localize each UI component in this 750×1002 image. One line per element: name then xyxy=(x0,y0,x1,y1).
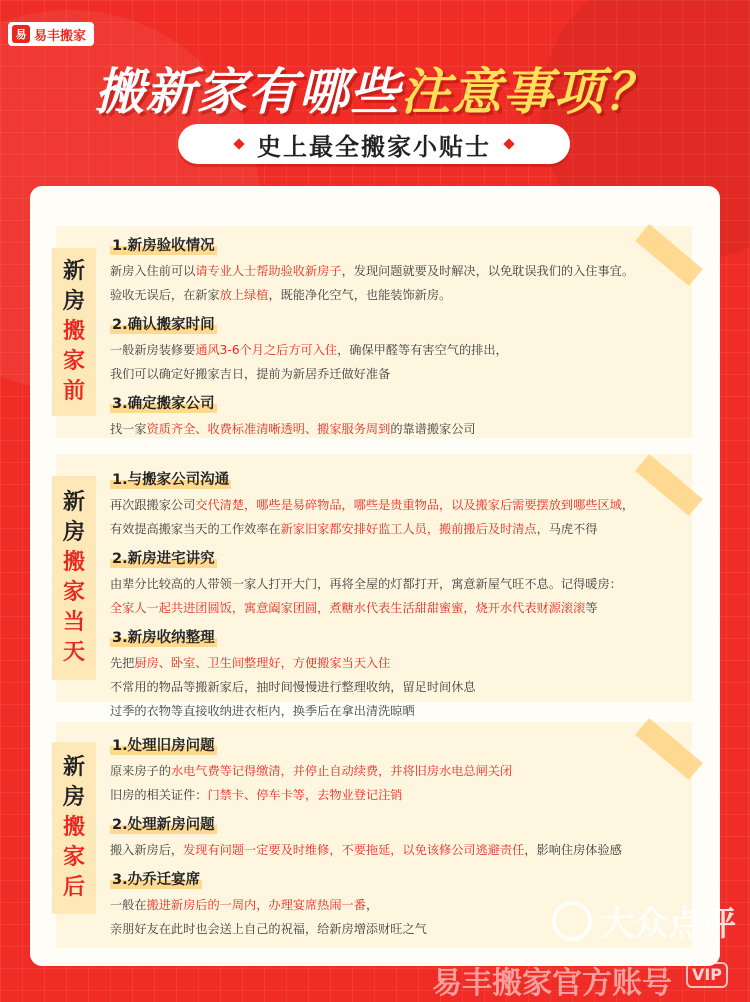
logo-text: 易丰搬家 xyxy=(34,28,87,44)
body-text: 等 xyxy=(585,601,598,615)
body-text: ，确保甲醛等有害空气的排出， xyxy=(337,343,508,357)
item-text-line xyxy=(110,838,682,862)
diamond-icon xyxy=(233,138,244,149)
item-text-line xyxy=(110,783,682,807)
section-before-move xyxy=(56,226,692,438)
section-moving-day xyxy=(56,454,692,718)
body-text: ，影响住房体验感 xyxy=(524,843,622,857)
body-text: 旧房的相关证件： xyxy=(110,788,208,802)
highlight-text: 水电气费等记得缴清，并停止自动续费，并将旧房水电总闸关闭 xyxy=(170,764,513,778)
highlight-text: 门禁卡、停车卡等，去物业登记注销 xyxy=(207,788,403,802)
item-title: 1.与搬家公司沟通 xyxy=(110,468,231,489)
body-text: 搬入新房后， xyxy=(110,843,184,857)
highlight-text: 交代清楚，哪些是易碎物品，哪些是贵重物品，以及搬家后需要摆放到哪些区域 xyxy=(195,498,622,512)
section-label: 新 房 搬 家 前 xyxy=(52,248,96,416)
highlight-text: 新家旧家都安排好监工人员，搬前搬后及时清点 xyxy=(280,522,537,536)
highlight-text: 资质齐全、收费标准清晰透明、搬家服务周到 xyxy=(146,422,391,436)
body-text: 原来房子的 xyxy=(110,764,171,778)
body-text: 新房入住前可以 xyxy=(110,264,196,278)
vip-badge: VIP xyxy=(686,962,728,988)
item-title: 2.确认搬家时间 xyxy=(110,313,217,334)
body-text: 过季的衣物等直接收纳进衣柜内，换季后在拿出清洗晾晒 xyxy=(110,704,415,718)
body-text: 找一家 xyxy=(110,422,147,436)
brand-logo xyxy=(8,22,94,46)
body-text: ， xyxy=(621,498,635,512)
item-title: 3.办乔迁宴席 xyxy=(110,868,202,889)
title-white-part: 搬新家有哪些 xyxy=(94,63,401,121)
page-title xyxy=(0,52,750,124)
item-text-line xyxy=(110,517,682,541)
item-text-line xyxy=(110,493,682,517)
item-text-line xyxy=(110,699,682,723)
item-text-line xyxy=(110,362,682,386)
body-text: 验收无误后，在新家 xyxy=(110,288,220,302)
item-title: 2.处理新房问题 xyxy=(110,813,217,834)
item-text-line xyxy=(110,572,682,596)
subtitle-banner xyxy=(178,124,570,164)
item-title: 3.确定搬家公司 xyxy=(110,392,217,413)
item-text-line xyxy=(110,338,682,362)
item-text-line xyxy=(110,759,682,783)
subtitle-text: 史上最全搬家小贴士 xyxy=(257,132,491,161)
logo-mark-icon: 易 xyxy=(12,25,30,43)
body-text: ，马虎不得 xyxy=(536,522,598,536)
item-title: 1.新房验收情况 xyxy=(110,234,217,255)
highlight-text: 放上绿植 xyxy=(219,288,269,302)
highlight-text: 搬进新房后的一周内，办理宴席热闹一番 xyxy=(146,898,366,912)
section-body xyxy=(110,462,682,723)
item-title: 2.新房进宅讲究 xyxy=(110,547,217,568)
body-text: 有效提高搬家当天的工作效率在 xyxy=(110,522,281,536)
section-label: 新 房 搬 家 当 天 xyxy=(52,476,96,680)
item-title: 3.新房收纳整理 xyxy=(110,626,217,647)
watermark-text: 大众点评 xyxy=(600,904,736,944)
highlight-text: 请专业人士帮助验收新房子 xyxy=(195,264,342,278)
item-text-line xyxy=(110,259,682,283)
body-text: ， xyxy=(365,898,379,912)
tips-card xyxy=(30,186,720,966)
section-body xyxy=(110,228,682,441)
dianping-logo-icon xyxy=(552,901,592,941)
item-text-line xyxy=(110,675,682,699)
body-text: 由辈分比较高的人带领一家人打开大门，再将全屋的灯都打开，寓意新屋气旺不息。记得暖房： xyxy=(110,577,622,591)
body-text: ，发现问题就要及时解决，以免耽误我们的入住事宜。 xyxy=(341,264,635,278)
highlight-text: 发现有问题一定要及时维修，不要拖延，以免该修公司逃避责任 xyxy=(183,843,525,857)
item-title: 1.处理旧房问题 xyxy=(110,734,217,755)
body-text: 不常用的物品等搬新家后，抽时间慢慢进行整理收纳，留足时间休息 xyxy=(110,680,476,694)
highlight-text: 通风3-6个月之后方可入住 xyxy=(195,343,338,357)
body-text: 我们可以确定好搬家吉日，提前为新居乔迁做好准备 xyxy=(110,367,391,381)
item-text-line xyxy=(110,596,682,620)
body-text: 一般新房装修要 xyxy=(110,343,196,357)
dianping-watermark xyxy=(552,896,736,945)
section-label: 新 房 搬 家 后 xyxy=(52,742,96,914)
body-text: 先把 xyxy=(110,656,135,670)
highlight-text: 厨房、卧室、卫生间整理好，方便搬家当天入住 xyxy=(134,656,391,670)
title-yellow-part: 注意事项？ xyxy=(400,63,656,121)
body-text: 一般在 xyxy=(110,898,147,912)
diamond-icon xyxy=(503,138,514,149)
body-text: 的靠谱搬家公司 xyxy=(390,422,476,436)
highlight-text: 全家人一起共进团圆饭，寓意阖家团圆，煮糖水代表生活甜甜蜜蜜，烧开水代表财源滚滚 xyxy=(110,601,586,615)
item-text-line xyxy=(110,651,682,675)
item-text-line xyxy=(110,417,682,441)
body-text: ，既能净化空气，也能装饰新房。 xyxy=(268,288,452,302)
item-text-line xyxy=(110,283,682,307)
footer-brand-text: 易丰搬家官方账号 xyxy=(432,966,672,1001)
body-text: 亲朋好友在此时也会送上自己的祝福，给新房增添财旺之气 xyxy=(110,922,427,936)
body-text: 再次跟搬家公司 xyxy=(110,498,196,512)
